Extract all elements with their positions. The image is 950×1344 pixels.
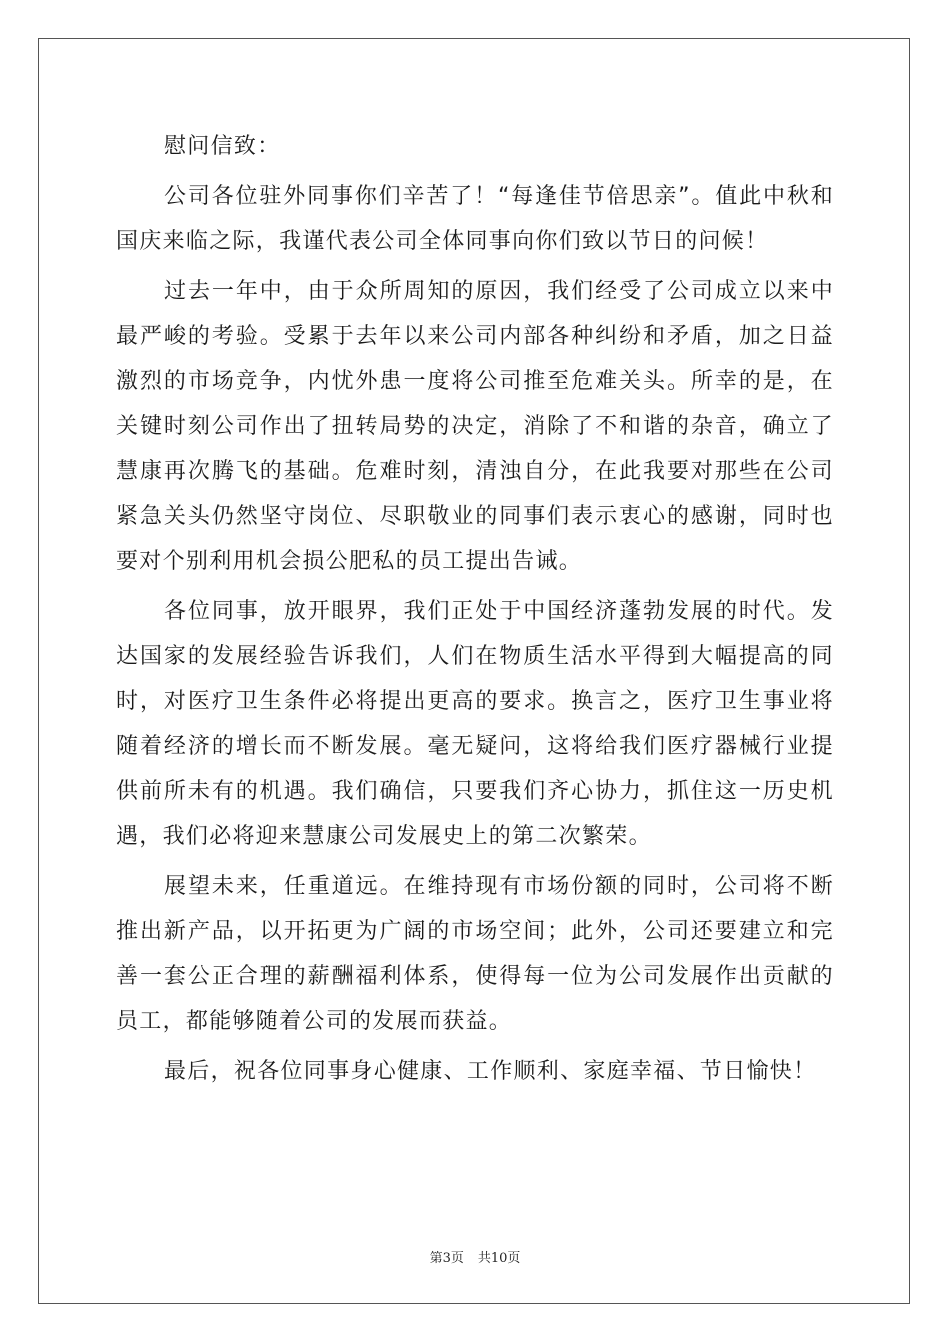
page-number-total: 共10页 xyxy=(477,1251,521,1266)
letter-salutation: 慰问信致： xyxy=(164,134,281,159)
page-number-current: 第3页 xyxy=(429,1251,464,1266)
letter-closing: 最后，祝各位同事身心健康、工作顺利、家庭幸福、节日愉快！ xyxy=(164,1059,817,1084)
letter-paragraph-4: 展望未来，任重道远。在维持现有市场份额的同时，公司将不断推出新产品，以开拓更为广阔的市场空间；此外，公司还要建立和完善一套公正合理的薪酬福利体系，使得每一位为公司发展作出贡献的员工，都能够随着公司的发展而获益。 xyxy=(116,874,834,1034)
letter-body xyxy=(116,124,834,1094)
letter-paragraph-3: 各位同事，放开眼界，我们正处于中国经济蓬勃发展的时代。发达国家的发展经验告诉我们，人们在物质生活水平得到大幅提高的同时，对医疗卫生条件必将提出更高的要求。换言之，医疗卫生事业将随着经济的增长而不断发展。毫无疑问，这将给我们医疗器械行业提供前所未有的机遇。我们确信，只要我们齐心协力，抓住这一历史机遇，我们必将迎来慧康公司发展史上的第二次繁荣。 xyxy=(116,599,834,849)
letter-paragraph-1: 公司各位驻外同事你们辛苦了！“每逢佳节倍思亲”。值此中秋和国庆来临之际，我谨代表公司全体同事向你们致以节日的问候！ xyxy=(116,184,834,254)
page-footer xyxy=(0,1247,950,1266)
letter-paragraph-2: 过去一年中，由于众所周知的原因，我们经受了公司成立以来中最严峻的考验。受累于去年以来公司内部各种纠纷和矛盾，加之日益激烈的市场竞争，内忧外患一度将公司推至危难关头。所幸的是，在关键时刻公司作出了扭转局势的决定，消除了不和谐的杂音，确立了慧康再次腾飞的基础。危难时刻，清浊自分，在此我要对那些在公司紧急关头仍然坚守岗位、尽职敬业的同事们表示衷心的感谢，同时也要对个别利用机会损公肥私的员工提出告诫。 xyxy=(116,279,834,574)
